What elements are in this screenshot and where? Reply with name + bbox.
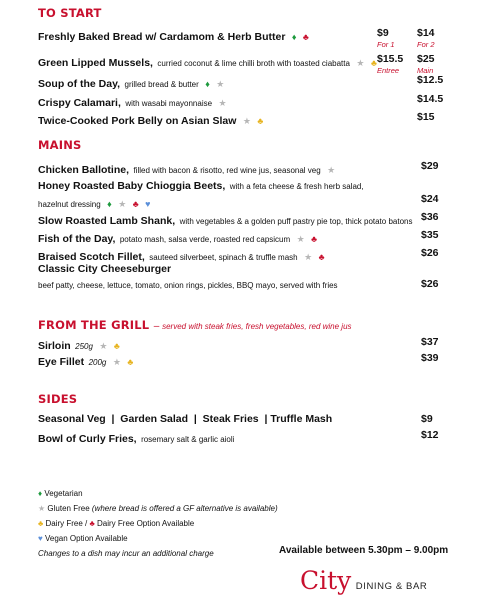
changes-note: Changes to a dish may incur an additional charge xyxy=(38,549,214,558)
gluten-free-icon: ★ xyxy=(296,234,305,244)
price: $39 xyxy=(421,352,439,364)
grill-note: served with steak fries, fresh vegetables, red wine jus xyxy=(162,322,352,331)
city-logo xyxy=(300,566,427,595)
gluten-free-icon: ★ xyxy=(38,504,46,513)
price-main: $25 xyxy=(417,53,435,65)
item-name: Slow Roasted Lamb Shank, xyxy=(38,215,176,227)
section-title-from-the-grill: FROM THE GRILL xyxy=(38,318,150,332)
item-description: filled with bacon & risotto, red wine jus, seasonal veg xyxy=(133,166,321,175)
dairy-free-icon: ♣ xyxy=(370,58,377,68)
section-title-sides: SIDES xyxy=(38,392,78,406)
item-name: Freshly Baked Bread w/ Cardamom & Herb Butter xyxy=(38,31,286,43)
vegetarian-icon: ♦ xyxy=(291,32,297,42)
price-entree-label: Entree xyxy=(377,66,400,75)
legend-label-option: Dairy Free Option Available xyxy=(97,519,195,528)
item-description: beef patty, cheese, lettuce, tomato, onion rings, pickles, BBQ mayo, served with fries xyxy=(38,281,338,290)
item-description: potato mash, salsa verde, roasted red capsicum xyxy=(119,235,291,244)
price-entree: $15.5 xyxy=(377,53,404,65)
price-main-label: Main xyxy=(417,66,434,75)
legend-gluten-free xyxy=(38,504,278,513)
item-description: with vegetables & a golden puff pastry pie top, thick potato batons xyxy=(179,217,413,226)
legend-label: Gluten Free xyxy=(47,504,90,513)
item-description: sauteed silverbeet, spinach & truffle mash xyxy=(149,253,298,262)
menu-item-beets-line2 xyxy=(38,194,150,212)
price: $37 xyxy=(421,336,439,348)
price-for-1-label: For 1 xyxy=(377,40,395,49)
menu-item-pork-belly xyxy=(38,111,263,129)
legend-note: (where bread is offered a GF alternative is available) xyxy=(91,504,278,513)
price: $29 xyxy=(421,160,439,172)
item-description: curried coconut & lime chilli broth with toasted ciabatta xyxy=(157,59,350,68)
logo-subtitle: DINING & BAR xyxy=(355,581,428,592)
item-description-cont: hazelnut dressing xyxy=(38,200,101,209)
gluten-free-icon: ★ xyxy=(218,98,227,108)
price: $24 xyxy=(421,193,439,205)
price: $12.5 xyxy=(417,74,444,86)
gluten-free-icon: ★ xyxy=(356,58,365,68)
price-for-2: $14 xyxy=(417,27,435,39)
gluten-free-icon: ★ xyxy=(327,165,336,175)
menu-item-eye-fillet xyxy=(38,352,133,370)
item-name: Eye Fillet xyxy=(38,356,85,368)
item-name: Chicken Ballotine, xyxy=(38,164,130,176)
price: $15 xyxy=(417,111,435,123)
dairy-free-icon: ♣ xyxy=(113,341,120,351)
legend-vegetarian xyxy=(38,489,83,498)
menu-item-lamb-shank xyxy=(38,211,412,229)
dairy-free-option-icon: ♣ xyxy=(311,234,318,244)
vegan-option-icon: ♥ xyxy=(145,199,151,209)
item-name: Crispy Calamari, xyxy=(38,97,121,109)
price-for-1: $9 xyxy=(377,27,389,39)
gluten-free-icon: ★ xyxy=(99,341,108,351)
price: $14.5 xyxy=(417,93,444,105)
price-for-2-label: For 2 xyxy=(417,40,435,49)
dairy-free-icon: ♣ xyxy=(127,357,134,367)
item-name: Fish of the Day, xyxy=(38,233,116,245)
legend-label: Vegan Option Available xyxy=(44,534,128,543)
logo-wordmark: City xyxy=(300,566,352,595)
dairy-free-option-icon: ♣ xyxy=(89,519,95,528)
sides-list: Seasonal Veg | Garden Salad | Steak Fries | Truffle Mash xyxy=(38,413,333,425)
price: $26 xyxy=(421,247,439,259)
item-name: Sirloin xyxy=(38,340,71,352)
price: $26 xyxy=(421,278,439,290)
dairy-free-icon: ♣ xyxy=(257,116,264,126)
dash-separator: – xyxy=(153,321,163,332)
menu-item-fish xyxy=(38,229,317,247)
gluten-free-icon: ★ xyxy=(242,116,251,126)
item-weight: 250g xyxy=(75,342,93,351)
price: $35 xyxy=(421,229,439,241)
menu-item-mussels xyxy=(38,53,377,71)
section-grill-header xyxy=(38,316,352,334)
gluten-free-icon: ★ xyxy=(304,252,313,262)
vegetarian-icon: ♦ xyxy=(205,79,210,89)
vegan-option-icon: ♥ xyxy=(38,534,43,543)
menu-item-bread xyxy=(38,27,309,45)
item-description: with a feta cheese & fresh herb salad, xyxy=(229,182,364,191)
price: $36 xyxy=(421,211,439,223)
price: $12 xyxy=(421,429,439,441)
section-title-mains: MAINS xyxy=(38,138,82,152)
item-name: Bowl of Curly Fries, xyxy=(38,433,137,445)
vegetarian-icon: ♦ xyxy=(38,489,43,498)
item-name: Green Lipped Mussels, xyxy=(38,57,153,69)
legend-label: Dairy Free / xyxy=(45,519,88,528)
item-name: Braised Scotch Fillet, xyxy=(38,251,145,263)
menu-item-cheeseburger: Classic City Cheeseburger xyxy=(38,263,172,275)
item-description: grilled bread & butter xyxy=(124,80,199,89)
menu-item-soup xyxy=(38,74,224,92)
menu-item-curly-fries xyxy=(38,429,234,447)
dairy-free-option-icon: ♣ xyxy=(132,199,139,209)
menu-item-beets xyxy=(38,176,364,194)
price: $9 xyxy=(421,413,433,425)
section-title-to-start: TO START xyxy=(38,6,102,20)
legend-dairy-free xyxy=(38,519,194,528)
dairy-free-icon: ♣ xyxy=(38,519,44,528)
legend-label: Vegetarian xyxy=(44,489,83,498)
item-description: rosemary salt & garlic aioli xyxy=(141,435,235,444)
vegetarian-icon: ♦ xyxy=(107,199,112,209)
gluten-free-icon: ★ xyxy=(118,199,127,209)
item-description: with wasabi mayonnaise xyxy=(125,99,213,108)
item-name: Soup of the Day, xyxy=(38,78,121,90)
item-name: Honey Roasted Baby Chioggia Beets, xyxy=(38,180,226,192)
item-weight: 200g xyxy=(88,358,107,367)
menu-item-calamari xyxy=(38,93,227,111)
legend-vegan-option xyxy=(38,534,128,543)
gluten-free-icon: ★ xyxy=(216,79,225,89)
dairy-free-option-icon: ♣ xyxy=(318,252,325,262)
item-name: Twice-Cooked Pork Belly on Asian Slaw xyxy=(38,115,237,127)
gluten-free-icon: ★ xyxy=(112,357,121,367)
availability-hours: Available between 5.30pm – 9.00pm xyxy=(279,545,449,556)
dairy-free-option-icon: ♣ xyxy=(302,32,309,42)
